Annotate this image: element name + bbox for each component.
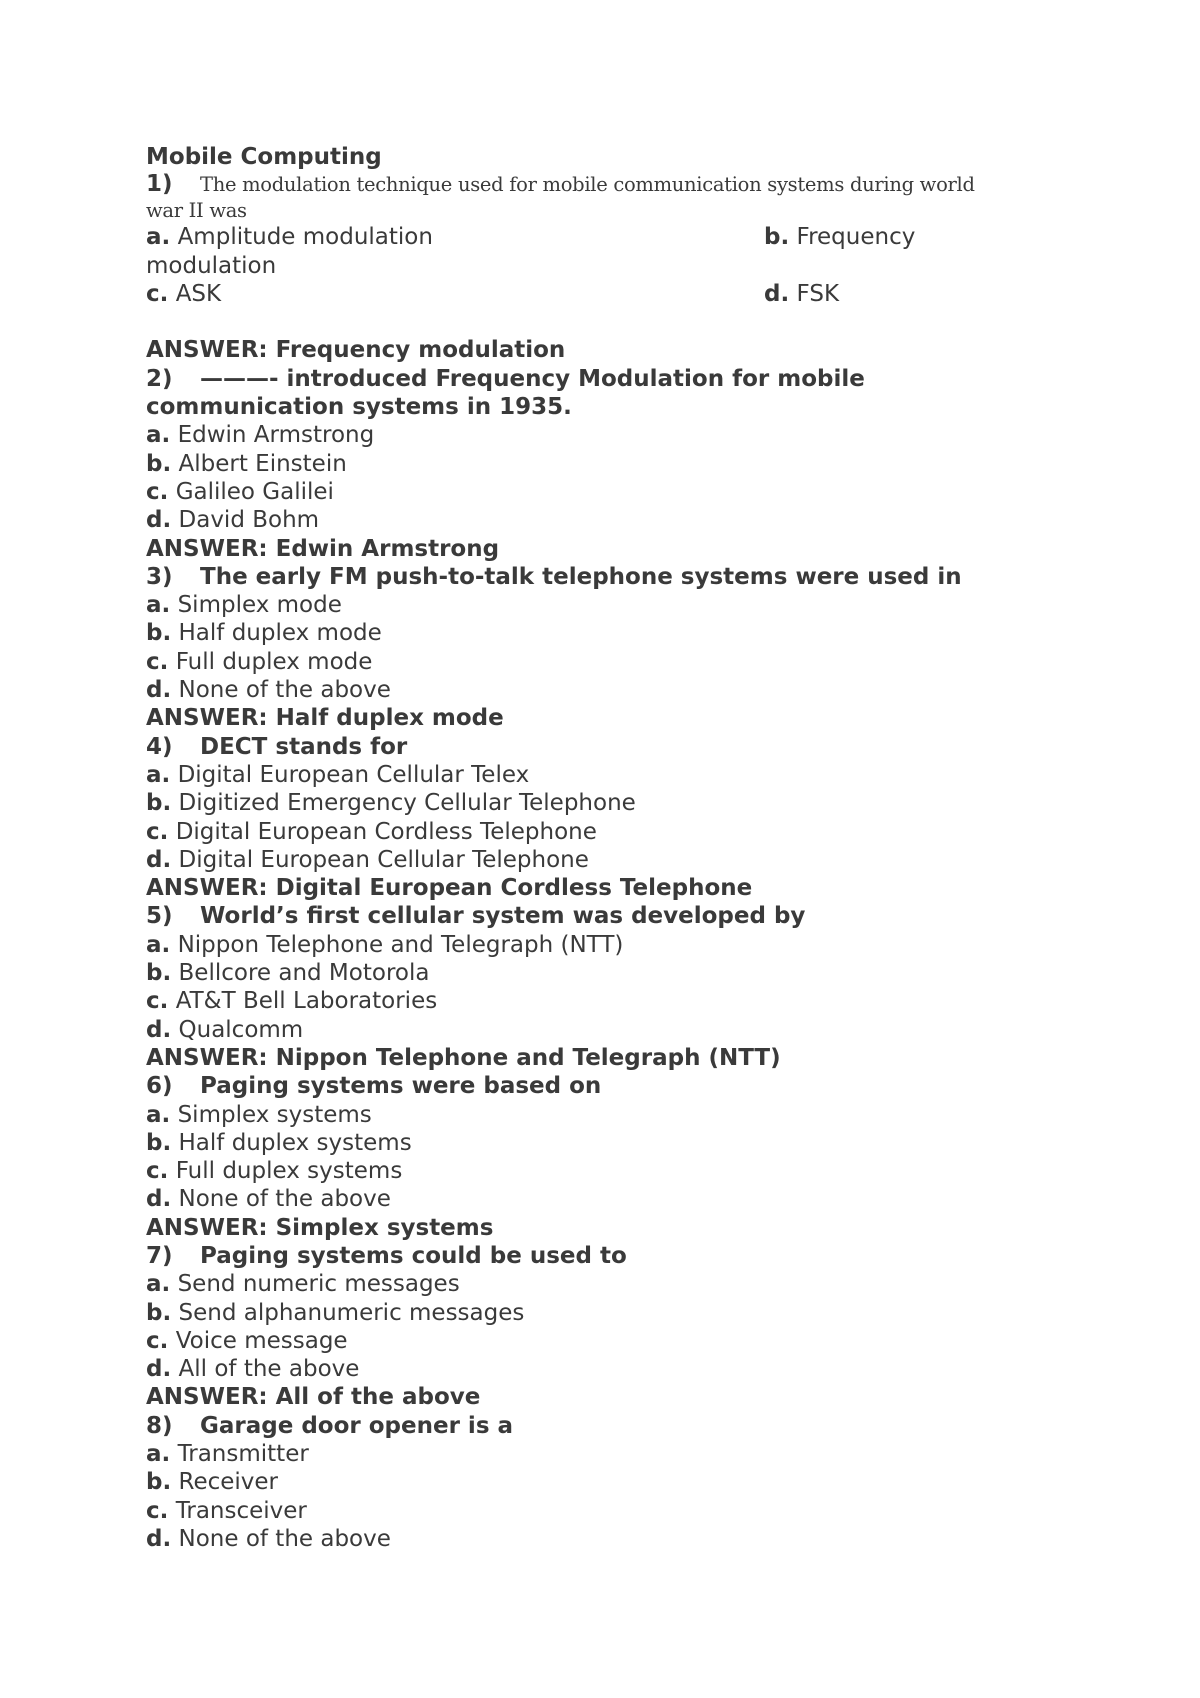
document-title: Mobile Computing: [146, 144, 382, 170]
option-text: David Bohm: [178, 507, 320, 534]
option-text: Transceiver: [175, 1497, 307, 1524]
option-a: [146, 761, 1046, 789]
option-c: [146, 1497, 1046, 1525]
question-text: Paging systems were based on: [200, 1073, 602, 1100]
option-b: [146, 450, 1046, 478]
option-text: Digital European Cellular Telephone: [178, 846, 589, 873]
option-c: [146, 648, 1046, 676]
option-label: d.: [146, 677, 172, 704]
option-text: FSK: [796, 280, 840, 307]
option-text: None of the above: [178, 677, 391, 704]
option-label: b.: [146, 960, 172, 987]
question-number: 3): [146, 563, 173, 590]
option-label: a.: [146, 1101, 171, 1128]
option-text: Albert Einstein: [178, 450, 347, 477]
option-a: [146, 421, 1046, 449]
blank-line: [146, 308, 1046, 336]
option-text: Voice message: [175, 1327, 348, 1354]
option-b: [146, 1299, 1046, 1327]
question-3: [146, 563, 1046, 591]
question-5: [146, 902, 1046, 930]
question-text: The modulation technique used for mobile communication systems during world: [200, 173, 975, 197]
option-label: b.: [146, 1469, 172, 1496]
answer: ANSWER: Nippon Telephone and Telegraph (NTT): [146, 1044, 781, 1071]
option-d: [146, 1525, 1046, 1553]
question-number: 2): [146, 365, 173, 392]
question-number: 7): [146, 1242, 173, 1269]
question-text: war II was: [146, 199, 247, 223]
option-label: c.: [146, 280, 169, 307]
option-d: [146, 506, 1046, 534]
option-text: Receiver: [178, 1469, 279, 1496]
option-text: Digitized Emergency Cellular Telephone: [178, 790, 636, 817]
question-text: Paging systems could be used to: [200, 1242, 627, 1269]
question-2: [146, 365, 1046, 393]
question-text: Garage door opener is a: [200, 1412, 514, 1439]
option-label: d.: [146, 1016, 172, 1043]
answer: ANSWER: Edwin Armstrong: [146, 535, 500, 562]
option-c: [146, 987, 1046, 1015]
answer: ANSWER: Simplex systems: [146, 1214, 494, 1241]
question-number: 8): [146, 1412, 173, 1439]
option-text: Send alphanumeric messages: [178, 1299, 525, 1326]
option-text: Digital European Cellular Telex: [177, 761, 530, 788]
option-b: [146, 789, 1046, 817]
option-text: Edwin Armstrong: [177, 422, 375, 449]
option-text: Amplitude modulation: [177, 224, 433, 251]
option-label: b.: [146, 1299, 172, 1326]
option-label: d.: [146, 1525, 172, 1552]
option-label: b.: [146, 620, 172, 647]
option-a: [146, 591, 1046, 619]
option-a: [146, 224, 433, 250]
option-text: Transmitter: [177, 1441, 309, 1468]
question-number: 4): [146, 733, 173, 760]
option-c: [146, 1157, 1046, 1185]
option-c: [146, 281, 221, 307]
option-label: d.: [146, 846, 172, 873]
question-number: 1): [146, 171, 173, 198]
option-label: a.: [146, 761, 171, 788]
option-label: a.: [146, 592, 171, 619]
option-text: None of the above: [178, 1186, 391, 1213]
option-text: ASK: [175, 280, 222, 307]
question-8: [146, 1412, 1046, 1440]
option-label: c.: [146, 818, 169, 845]
option-row: [146, 223, 1046, 251]
option-text: Simplex systems: [177, 1101, 372, 1128]
answer: ANSWER: Half duplex mode: [146, 705, 504, 732]
answer: ANSWER: Digital European Cordless Telephone: [146, 875, 753, 902]
option-label: c.: [146, 478, 169, 505]
option-text: Half duplex mode: [178, 620, 382, 647]
question-text: The early FM push-to-talk telephone systems were used in: [200, 563, 962, 590]
option-text: None of the above: [178, 1525, 391, 1552]
answer: ANSWER: Frequency modulation: [146, 337, 566, 364]
option-label: c.: [146, 1497, 169, 1524]
option-c: [146, 818, 1046, 846]
question-2-continued: communication systems in 1935.: [146, 394, 572, 421]
option-text: Full duplex systems: [175, 1158, 403, 1185]
option-a: [146, 1101, 1046, 1129]
option-label: c.: [146, 988, 169, 1015]
option-b: [146, 1129, 1046, 1157]
option-d: [146, 1185, 1046, 1213]
option-label: a.: [146, 422, 171, 449]
option-text: Nippon Telephone and Telegraph (NTT): [177, 931, 624, 958]
option-label: b.: [146, 450, 172, 477]
option-a: [146, 1270, 1046, 1298]
option-row: [146, 280, 1046, 308]
option-text: Frequency: [796, 224, 916, 251]
option-d: [146, 1016, 1046, 1044]
option-text: All of the above: [178, 1356, 360, 1383]
option-text: Half duplex systems: [178, 1129, 412, 1156]
option-label: d.: [146, 507, 172, 534]
option-text: Simplex mode: [177, 592, 342, 619]
question-7: [146, 1242, 1046, 1270]
option-b: [146, 619, 1046, 647]
option-text: Bellcore and Motorola: [178, 960, 430, 987]
option-d: [146, 1355, 1046, 1383]
option-d: [764, 280, 839, 308]
question-6: [146, 1072, 1046, 1100]
option-label: a.: [146, 1441, 171, 1468]
option-c: [146, 1327, 1046, 1355]
option-label: d.: [146, 1186, 172, 1213]
option-b-continued: modulation: [146, 252, 277, 279]
question-4: [146, 733, 1046, 761]
option-d: [146, 676, 1046, 704]
option-a: [146, 1440, 1046, 1468]
option-label: c.: [146, 1327, 169, 1354]
option-text: Digital European Cordless Telephone: [175, 818, 597, 845]
question-text: ———- introduced Frequency Modulation for mobile: [200, 365, 865, 392]
option-label: d.: [146, 1356, 172, 1383]
question-text: World’s first cellular system was developed by: [200, 903, 806, 930]
option-text: Send numeric messages: [177, 1271, 460, 1298]
option-label: a.: [146, 1271, 171, 1298]
question-text: DECT stands for: [200, 733, 408, 760]
option-b: [146, 959, 1046, 987]
answer: ANSWER: All of the above: [146, 1384, 481, 1411]
option-label: c.: [146, 1158, 169, 1185]
question-1: [146, 171, 1046, 197]
option-b: [146, 1468, 1046, 1496]
option-text: Qualcomm: [178, 1016, 304, 1043]
option-label: a.: [146, 224, 171, 251]
question-number: 5): [146, 903, 173, 930]
option-label: b.: [146, 1129, 172, 1156]
option-a: [146, 931, 1046, 959]
question-1-continued: [146, 197, 1046, 223]
option-label: b.: [764, 224, 790, 251]
question-number: 6): [146, 1073, 173, 1100]
option-label: c.: [146, 648, 169, 675]
option-label: b.: [146, 790, 172, 817]
option-b: [764, 223, 915, 251]
option-text: AT&T Bell Laboratories: [175, 988, 438, 1015]
option-text: Galileo Galilei: [175, 478, 334, 505]
document-page: [146, 143, 1046, 1553]
option-label: a.: [146, 931, 171, 958]
option-text: Full duplex mode: [175, 648, 373, 675]
option-d: [146, 846, 1046, 874]
option-c: [146, 478, 1046, 506]
option-label: d.: [764, 280, 790, 307]
